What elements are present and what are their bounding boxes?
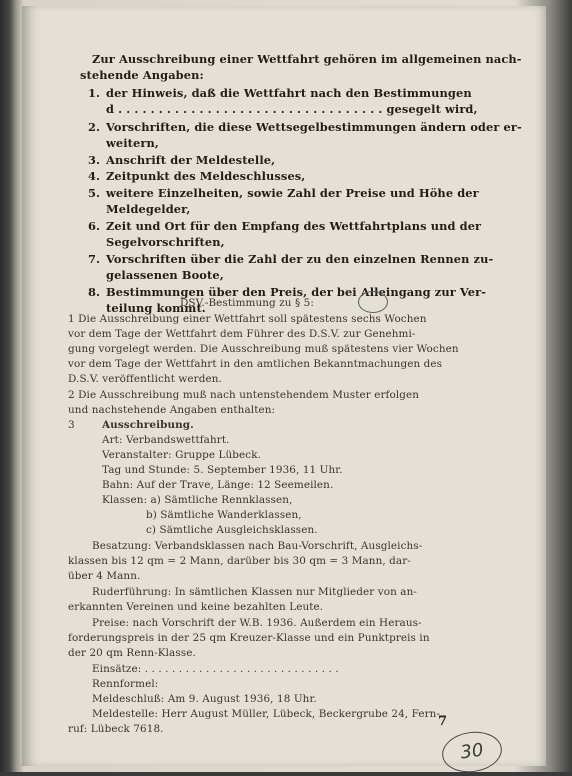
handwritten-archive-number: 30 xyxy=(440,728,505,776)
preise-line: Preise: nach Vorschrift der W.B. 1936. Außerdem ein Heraus- xyxy=(92,617,422,629)
dsv-paragraph-1-line: 1 Die Ausschreibung einer Wettfahrt soll spätestens sechs Wochen xyxy=(68,313,427,325)
bahn-line: Bahn: Auf der Trave, Länge: 12 Seemeilen. xyxy=(102,479,334,491)
besatzung-line: Besatzung: Verbandsklassen nach Bau-Vorschrift, Ausgleichs- xyxy=(92,540,423,552)
list-item-text: teilung kommt. xyxy=(106,301,206,315)
list-item-text: Meldegelder, xyxy=(106,202,191,216)
besatzung-line: klassen bis 12 qm = 2 Mann, darüber bis 30 qm = 3 Mann, dar- xyxy=(68,555,411,567)
dsv-paragraph-1-line: gung vorgelegt werden. Die Ausschreibung muß spätestens vier Wochen xyxy=(68,343,459,355)
meldeschluss-line: Meldeschluß: Am 9. August 1936, 18 Uhr. xyxy=(92,693,317,705)
preise-line: forderungspreis in der 25 qm Kreuzer-Klasse und ein Punktpreis in xyxy=(68,632,430,644)
preise-line: der 20 qm Renn-Klasse. xyxy=(68,647,196,659)
list-item-number: 5. xyxy=(88,186,101,200)
list-item-text: Vorschriften über die Zahl der zu den einzelnen Rennen zu- xyxy=(106,252,494,266)
klassen-line: c) Sämtliche Ausgleichsklassen. xyxy=(146,524,318,536)
list-item-text: der Hinweis, daß die Wettfahrt nach den Bestimmungen xyxy=(106,86,472,100)
list-item-number: 6. xyxy=(88,219,101,233)
art-line: Art: Verbandswettfahrt. xyxy=(102,434,230,446)
intro-line-2: stehende Angaben: xyxy=(80,68,204,82)
list-item-number: 7. xyxy=(88,252,101,266)
list-item-text: weitere Einzelheiten, sowie Zahl der Preise und Höhe der xyxy=(106,186,479,200)
list-item-text: Bestimmungen über den Preis, der bei Alleingang zur Ver- xyxy=(106,285,487,299)
dsv-paragraph-3-number: 3 xyxy=(68,419,75,431)
einsaetze-line: Einsätze: . . . . . . . . . . . . . . . . . . . . . . . . . . . . . xyxy=(92,663,339,675)
ausschreibung-title: Ausschreibung. xyxy=(102,419,194,431)
besatzung-line: über 4 Mann. xyxy=(68,570,141,582)
list-item-text: gelassenen Boote, xyxy=(106,268,224,282)
list-item-text: Zeitpunkt des Meldeschlusses, xyxy=(106,169,306,183)
rennformel-line: Rennformel: xyxy=(92,678,159,690)
list-item-number: 4. xyxy=(88,169,101,183)
ruderfuehrung-line: Ruderführung: In sämtlichen Klassen nur Mitglieder von an- xyxy=(92,586,417,598)
dsv-paragraph-1-line: D.S.V. veröffentlicht werden. xyxy=(68,373,222,385)
list-item-number: 3. xyxy=(88,153,101,167)
ruderfuehrung-line: erkannten Vereinen und keine bezahlten Leute. xyxy=(68,601,324,613)
dsv-paragraph-1-line: vor dem Tage der Wettfahrt dem Führer des D.S.V. zur Genehmi- xyxy=(68,328,416,340)
meldestelle-line: Meldestelle: Herr August Müller, Lübeck, Beckergrube 24, Fern- xyxy=(92,708,441,720)
klassen-line: b) Sämtliche Wanderklassen, xyxy=(146,509,302,521)
list-item-text: d . . . . . . . . . . . . . . . . . . . . . . . . . . . . . . . . . gesegelt wird, xyxy=(106,102,478,116)
pencil-circle-mark xyxy=(358,291,388,313)
list-item-text: Vorschriften, die diese Wettsegelbestimmungen ändern oder er- xyxy=(106,120,522,134)
klassen-line: Klassen: a) Sämtliche Rennklassen, xyxy=(102,494,293,506)
veranstalter-line: Veranstalter: Gruppe Lübeck. xyxy=(102,449,261,461)
book-page xyxy=(22,6,546,766)
page-number: 7 xyxy=(438,714,448,729)
list-item-text: Zeit und Ort für den Empfang des Wettfahrtplans und der xyxy=(106,219,482,233)
list-item-text: weitern, xyxy=(106,136,159,150)
meldestelle-line: ruf: Lübeck 7618. xyxy=(68,723,164,735)
dsv-paragraph-2-line: und nachstehende Angaben enthalten: xyxy=(68,404,276,416)
dsv-heading: DSV.-Bestimmung zu § 5: xyxy=(180,297,314,309)
list-item-text: Anschrift der Meldestelle, xyxy=(106,153,276,167)
intro-line-1: Zur Ausschreibung einer Wettfahrt gehören im allgemeinen nach- xyxy=(92,52,522,66)
tag-line: Tag und Stunde: 5. September 1936, 11 Uhr. xyxy=(102,464,343,476)
list-item-text: Segelvorschriften, xyxy=(106,235,225,249)
dsv-paragraph-1-line: vor dem Tage der Wettfahrt in den amtlichen Bekanntmachungen des xyxy=(68,358,443,370)
list-item-number: 2. xyxy=(88,120,101,134)
list-item-number: 8. xyxy=(88,285,101,299)
list-item-number: 1. xyxy=(88,86,101,100)
dsv-paragraph-2-line: 2 Die Ausschreibung muß nach untenstehendem Muster erfolgen xyxy=(68,389,420,401)
